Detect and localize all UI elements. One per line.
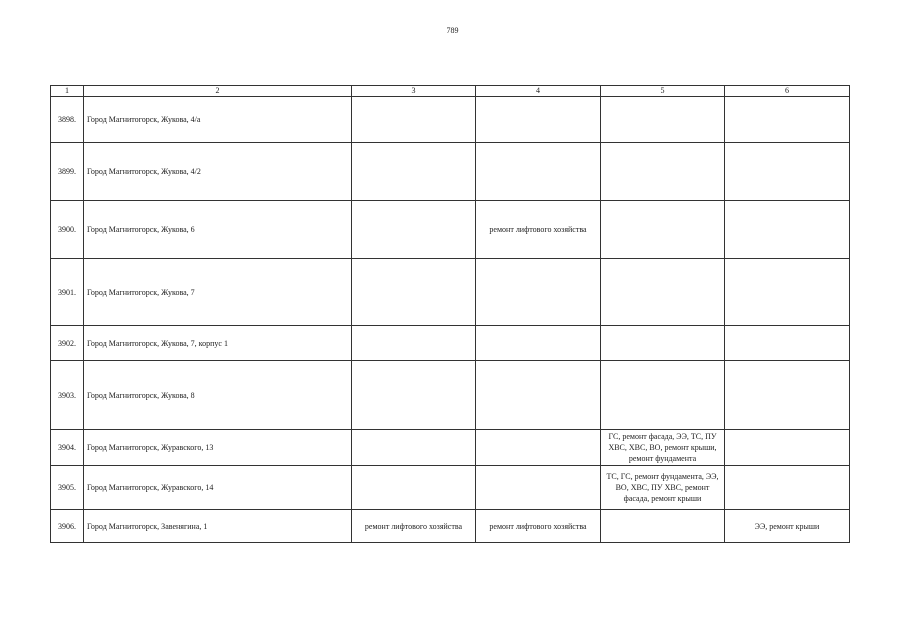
column-4-cell [476,466,601,510]
column-3-cell [352,430,476,466]
column-5-cell [601,326,725,361]
address-cell: Город Магнитогорск, Журавского, 14 [84,466,352,510]
column-4-cell [476,143,601,201]
row-number: 3900. [51,201,84,259]
table-row [51,201,850,259]
address-cell: Город Магнитогорск, Журавского, 13 [84,430,352,466]
column-3-cell [352,326,476,361]
column-6-cell [725,466,850,510]
column-4-cell [476,259,601,326]
column-3-cell: ремонт лифтового хозяйства [352,510,476,543]
table-row [51,361,850,430]
column-header-3: 3 [352,86,476,97]
column-3-cell [352,143,476,201]
address-cell: Город Магнитогорск, Жукова, 6 [84,201,352,259]
row-number: 3902. [51,326,84,361]
column-5-cell [601,361,725,430]
column-header-5: 5 [601,86,725,97]
column-6-cell [725,430,850,466]
column-5-cell [601,201,725,259]
column-3-cell [352,466,476,510]
column-6-cell [725,143,850,201]
row-number: 3904. [51,430,84,466]
column-header-6: 6 [725,86,850,97]
table-row [51,466,850,510]
address-cell: Город Магнитогорск, Жукова, 7 [84,259,352,326]
address-cell: Город Магнитогорск, Завенягина, 1 [84,510,352,543]
column-6-cell [725,201,850,259]
row-number: 3901. [51,259,84,326]
table-row [51,97,850,143]
column-4-cell: ремонт лифтового хозяйства [476,201,601,259]
table-row [51,143,850,201]
row-number: 3906. [51,510,84,543]
column-header-2: 2 [84,86,352,97]
column-3-cell [352,201,476,259]
column-3-cell [352,361,476,430]
page-number: 789 [446,26,459,35]
column-5-cell: ГС, ремонт фасада, ЭЭ, ТС, ПУ ХВС, ХВС, ВО, ремонт крыши, ремонт фундамента [601,430,725,466]
row-number: 3905. [51,466,84,510]
table-row [51,259,850,326]
address-cell: Город Магнитогорск, Жукова, 7, корпус 1 [84,326,352,361]
column-4-cell: ремонт лифтового хозяйства [476,510,601,543]
column-6-cell [725,326,850,361]
column-5-cell [601,143,725,201]
column-6-cell [725,259,850,326]
column-3-cell [352,259,476,326]
row-number: 3903. [51,361,84,430]
address-cell: Город Магнитогорск, Жукова, 8 [84,361,352,430]
address-cell: Город Магнитогорск, Жукова, 4/2 [84,143,352,201]
column-5-cell: ТС, ГС, ремонт фундамента, ЭЭ, ВО, ХВС, ПУ ХВС, ремонт фасада, ремонт крыши [601,466,725,510]
column-6-cell [725,361,850,430]
column-4-cell [476,97,601,143]
table-row [51,430,850,466]
table-row [51,510,850,543]
column-header-4: 4 [476,86,601,97]
column-5-cell [601,259,725,326]
address-cell: Город Магнитогорск, Жукова, 4/а [84,97,352,143]
column-4-cell [476,326,601,361]
column-6-cell: ЭЭ, ремонт крыши [725,510,850,543]
column-3-cell [352,97,476,143]
column-6-cell [725,97,850,143]
column-header-1: 1 [51,86,84,97]
table-header-row [51,86,850,97]
table-row [51,326,850,361]
column-5-cell [601,510,725,543]
column-4-cell [476,361,601,430]
row-number: 3898. [51,97,84,143]
works-table [50,85,850,543]
column-4-cell [476,430,601,466]
column-5-cell [601,97,725,143]
row-number: 3899. [51,143,84,201]
